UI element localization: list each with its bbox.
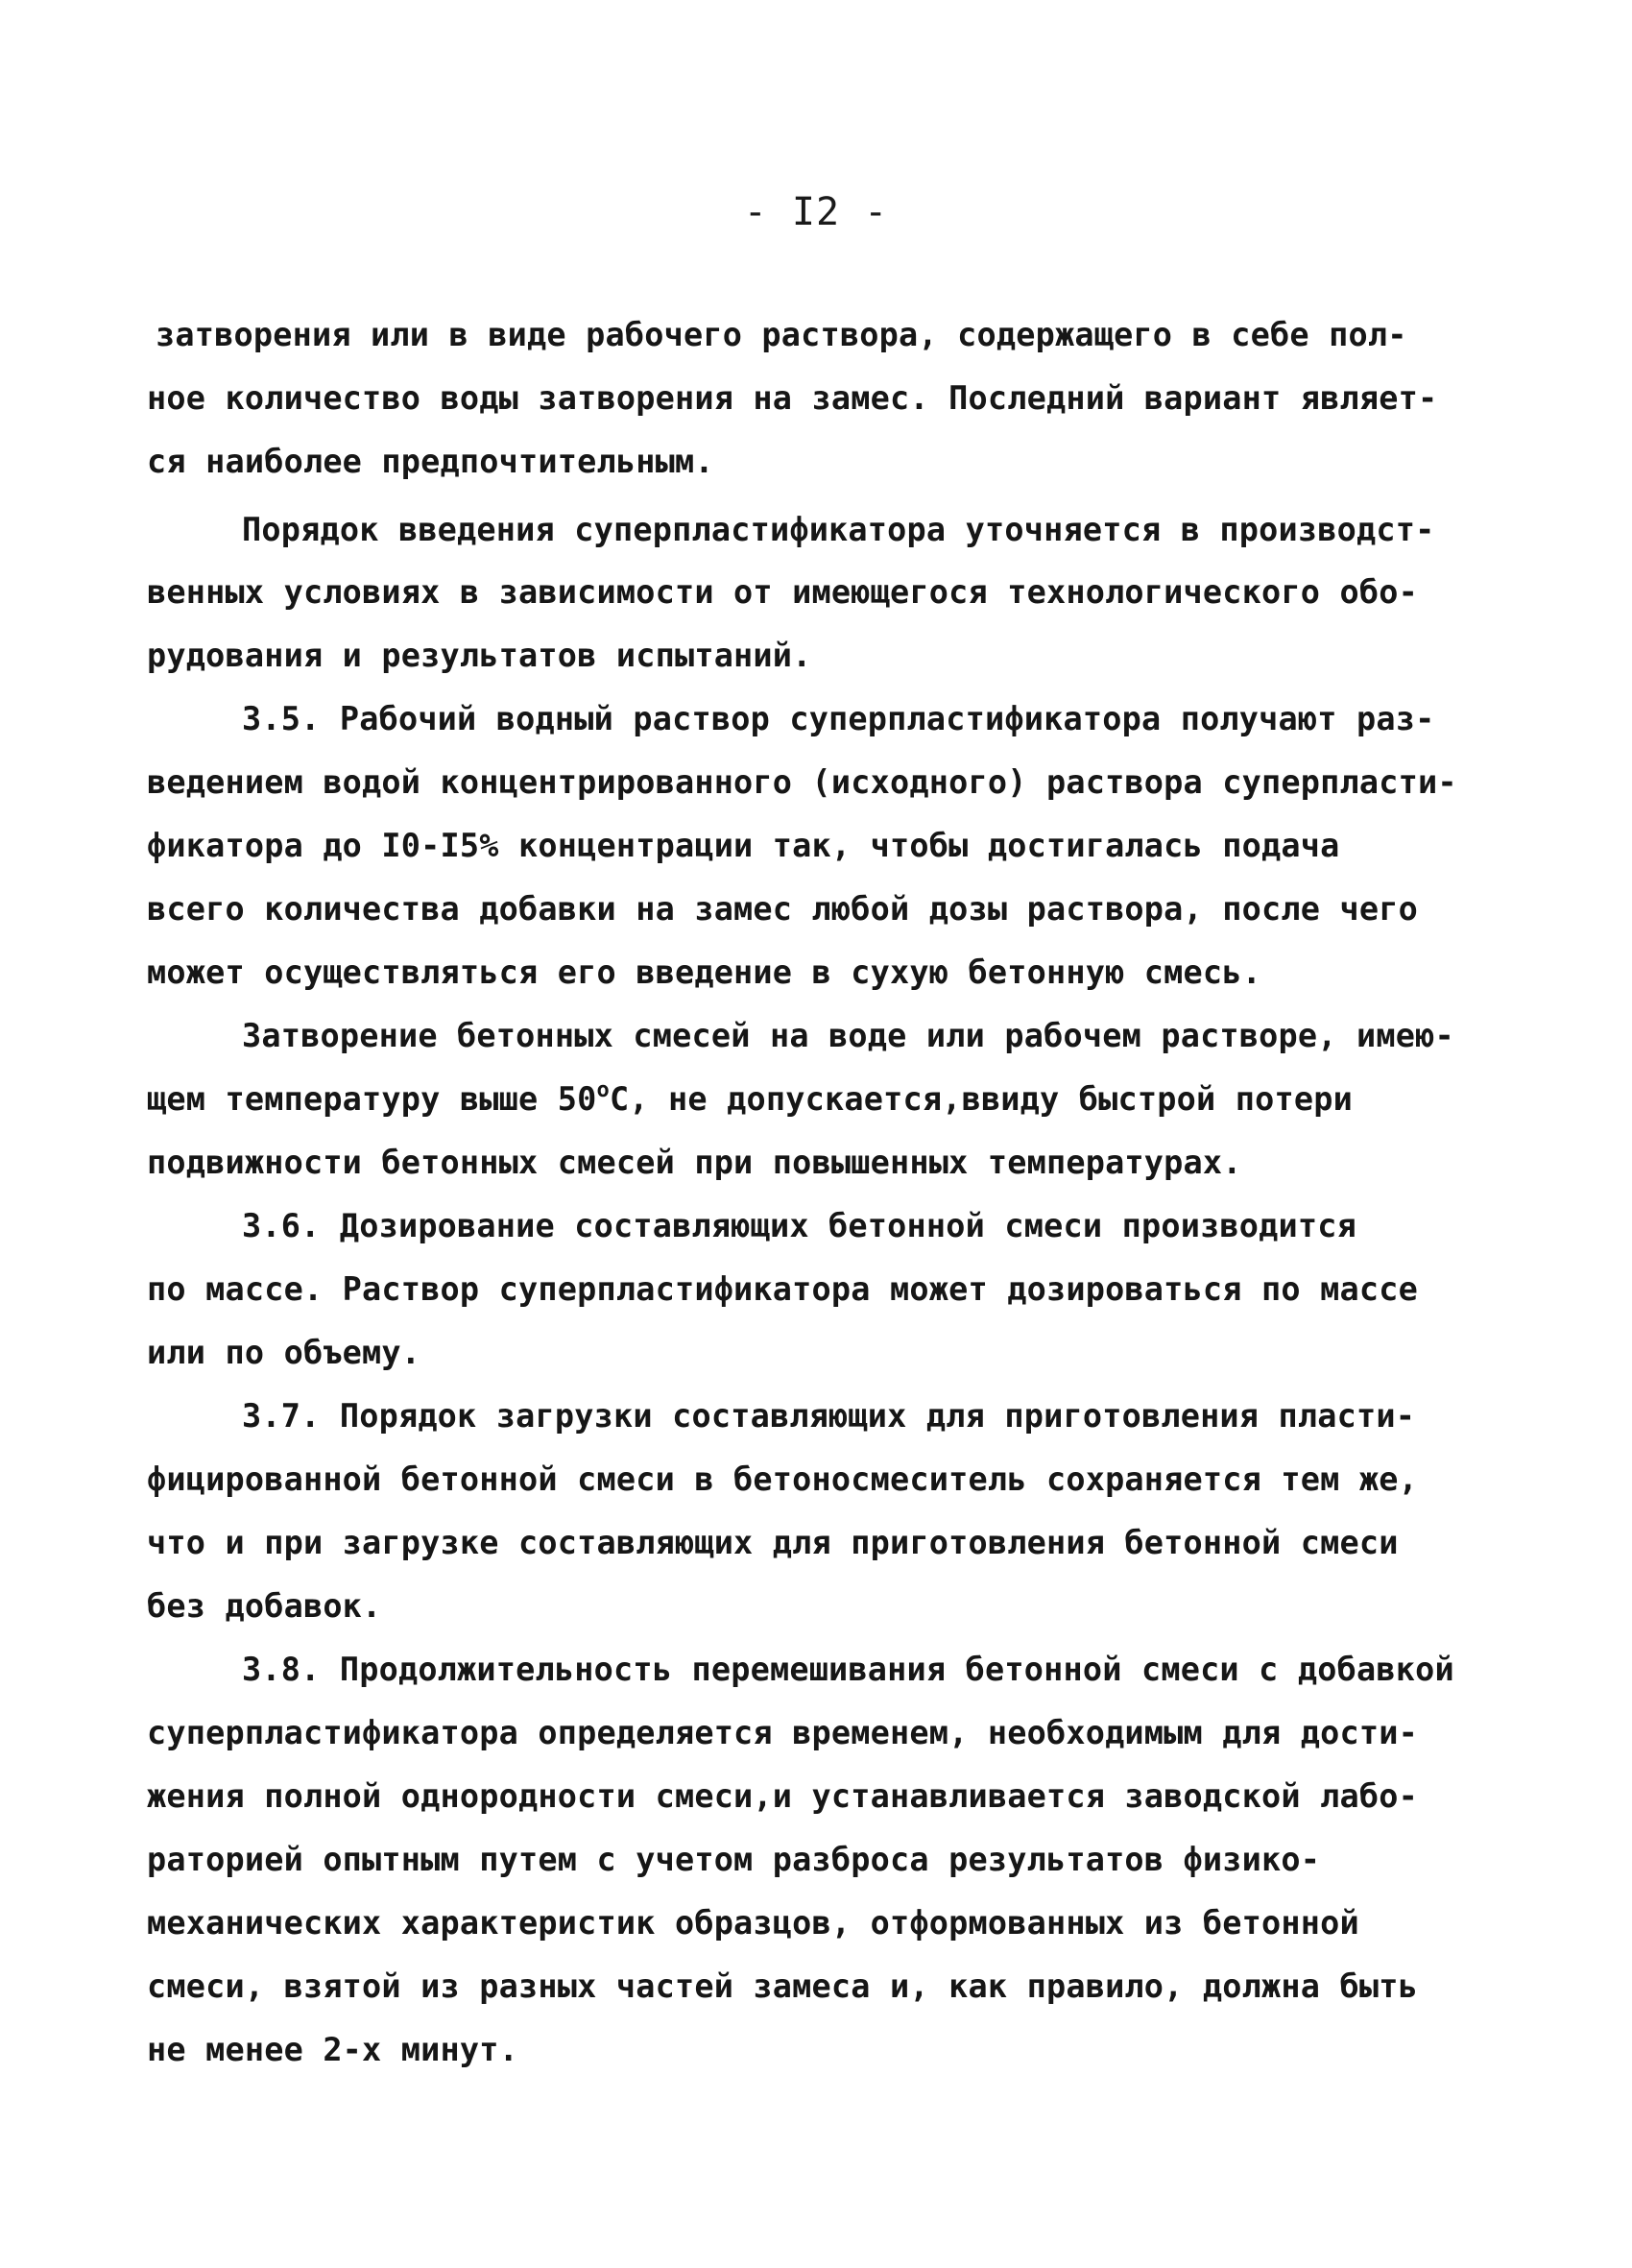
text-line: 3.6. Дозирование составляющих бетонной смеси производится xyxy=(242,1207,1357,1244)
text-line: может осуществляться его введение в сухую бетонную смесь. xyxy=(147,953,1262,991)
text-line: без добавок. xyxy=(147,1587,382,1625)
text-line: Затворение бетонных смесей на воде или рабочем растворе, имею- xyxy=(242,1017,1454,1054)
text-line: Порядок введения суперпластификатора уточняется в производст- xyxy=(242,511,1435,548)
text-line: по массе. Раствор суперпластификатора может дозироваться по массе xyxy=(147,1270,1418,1308)
text-line: ведением водой концентрированного (исходного) раствора суперпласти- xyxy=(147,763,1457,801)
text-line: венных условиях в зависимости от имеющегося технологического обо- xyxy=(147,573,1418,611)
text-line: всего количества добавки на замес любой дозы раствора, после чего xyxy=(147,890,1418,928)
text-line: не менее 2-х минут. xyxy=(147,2031,519,2068)
text-line: ся наиболее предпочтительным. xyxy=(147,443,714,480)
text-line: фикатора до I0-I5% концентрации так, чтобы достигалась подача xyxy=(147,827,1340,864)
text-line: или по объему. xyxy=(147,1334,421,1371)
text-line: суперпластификатора определяется временем, необходимым для дости- xyxy=(147,1714,1418,1751)
text-line: 3.5. Рабочий водный раствор суперпластификатора получают раз- xyxy=(242,700,1435,737)
text-line: ное количество воды затворения на замес. Последний вариант являет- xyxy=(147,379,1438,417)
text-line xyxy=(147,1078,1353,1121)
text-line: 3.7. Порядок загрузки составляющих для приготовления пласти- xyxy=(242,1397,1416,1435)
text-line: подвижности бетонных смесей при повышенных температурах. xyxy=(147,1144,1242,1181)
text-line: 3.8. Продолжительность перемешивания бетонной смеси с добавкой xyxy=(242,1651,1454,1688)
text-line: смеси, взятой из разных частей замеса и, как правило, должна быть xyxy=(147,1967,1418,2005)
text-line: фицированной бетонной смеси в бетоносмеситель сохраняется тем же, xyxy=(147,1460,1418,1498)
degree-superscript: o xyxy=(596,1078,610,1102)
text-line: что и при загрузке составляющих для приготовления бетонной смеси xyxy=(147,1524,1399,1561)
page-number: - I2 - xyxy=(743,190,889,234)
text-line-part: C, не допускается,ввиду быстрой потери xyxy=(609,1080,1353,1118)
text-line-part: щем температуру выше 50 xyxy=(147,1080,597,1118)
text-line: раторией опытным путем с учетом разброса результатов физико- xyxy=(147,1841,1321,1878)
text-line: рудования и результатов испытаний. xyxy=(147,637,812,674)
text-line: затворения или в виде рабочего раствора, содержащего в себе пол- xyxy=(156,316,1407,353)
text-line: механических характеристик образцов, отформованных из бетонной xyxy=(147,1904,1359,1942)
text-line: жения полной однородности смеси,и устанавливается заводской лабо- xyxy=(147,1777,1418,1815)
